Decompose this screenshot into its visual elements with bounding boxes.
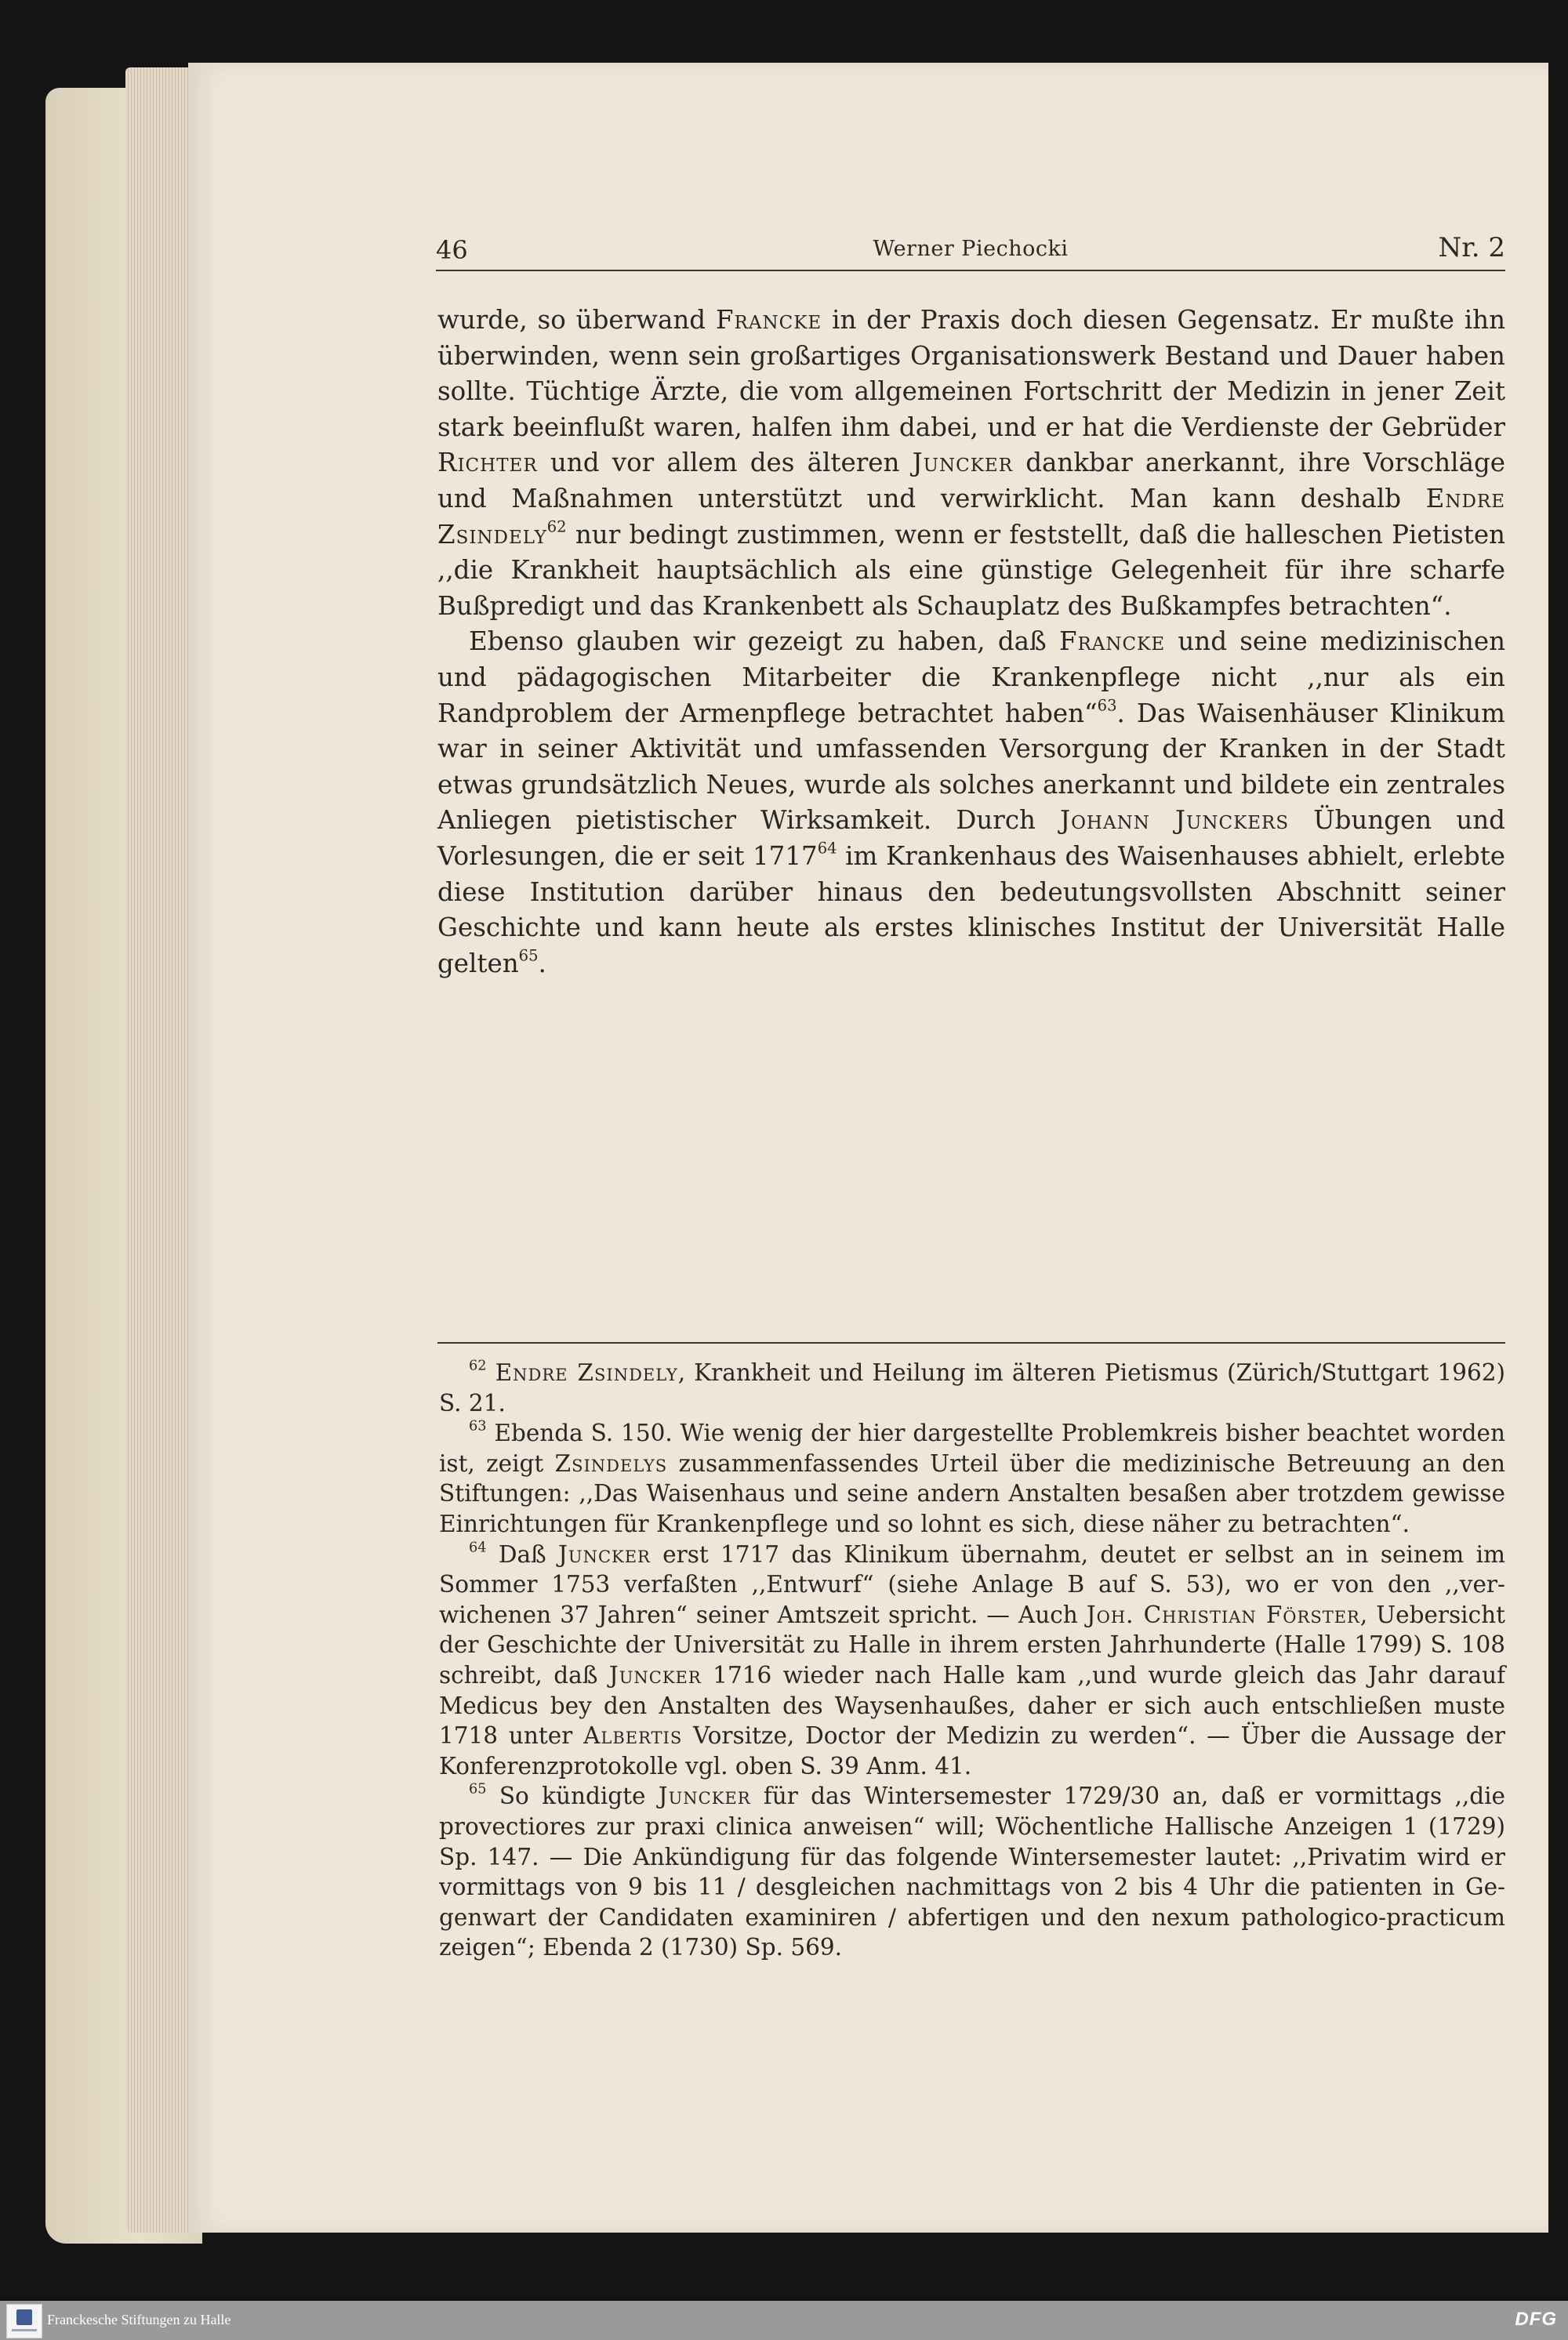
person-name: Juncker: [608, 1661, 702, 1689]
person-name: Zsindelys: [554, 1449, 668, 1477]
person-name: Joh. Christian Förster: [1086, 1601, 1360, 1628]
text-run: wurde, so überwand: [437, 305, 716, 335]
body-paragraph-2: [437, 624, 1505, 981]
text-run: , Uebersicht der Geschichte der Universität zu Halle in ihrem ersten Jahrhunderte (Halle 1799) S. 108 schreibt, daß: [439, 1601, 1505, 1689]
text-run: . Das Waisenhäuser Klinikum war in seiner Aktivität und umfassenden Versorgung der Kranken in der Stadt etwas grundsätzlich Neues, wurde als solches anerkannt und bildete ein zentrales Anliegen pietistischer Wirksamkeit. Durch: [437, 698, 1505, 836]
text-run: Vorsitze, Doctor der Medizin zu werden“. — Über die Aussage der Konferenzprotokolle vgl. oben S. 39 Anm. 41.: [439, 1722, 1506, 1779]
text-run: So kündigte: [499, 1783, 659, 1810]
text-run: Ebenda S. 150. Wie wenig der hier dargestellte Problemkreis bisher beachtet worden ist, zeigt: [439, 1420, 1505, 1477]
text-run: und seine medizinischen und pädagogischen Mitarbeiter die Krankenpflege nicht ,,nur als ein Randproblem der Armenpflege betrachtet haben“: [437, 626, 1506, 728]
footnote-ref-62: 62: [546, 517, 567, 535]
footnote-ref-63: 63: [1097, 695, 1117, 714]
text-run: , Krankheit und Heilung im älteren Pietismus (Zürich/Stuttgart 1962) S. 21.: [439, 1359, 1506, 1417]
text-run: erst 1717 das Klinikum übernahm, deutet er selbst an in seinem im Sommer 1753 verfaßten ,,Entwurf“ (siehe Anlage B auf S. 53), wo er von den ,,verwichenen 37 Jahren“ seiner Amtszeit spricht. — Auch: [439, 1540, 1505, 1628]
text-run: .: [538, 948, 546, 978]
footnote-62: [439, 1358, 1505, 1418]
footnote-63: [439, 1418, 1505, 1539]
institution-link[interactable]: Franckesche Stiftungen zu Halle: [47, 2312, 231, 2327]
text-run: in der Praxis doch diesen Gegensatz. Er mußte ihn überwinden, wenn sein großartiges Organisationswerk Bestand und Dauer haben sollte. Tüchtige Ärzte, die vom allgemeinen Fortschritt der Medizin in jener Zeit stark beeinflußt waren, halfen ihm dabei, und er hat die Verdienste der Gebrüder: [437, 305, 1506, 442]
footnote-ref-64: 64: [817, 839, 837, 858]
footnote-number: 63: [469, 1418, 487, 1435]
main-text: [437, 303, 1505, 981]
footnote-number: 64: [469, 1540, 487, 1556]
logo-line: [12, 2329, 37, 2331]
person-name: Francke: [1058, 626, 1166, 657]
person-name: Endre Zsindely: [437, 483, 1505, 550]
body-paragraph-1: [437, 303, 1505, 624]
person-name: Francke: [716, 305, 822, 335]
book-page-edges: [125, 67, 198, 2233]
text-run: im Krankenhaus des Waisenhauses abhielt, erlebte diese Institution darüber hinaus den bedeutungsvollsten Abschnitt seiner Geschichte und kann heute als erstes klinisches Institut der Universität Halle gelten: [437, 840, 1505, 978]
text-run: zusammenfassendes Urteil über die medizinische Betreuung an den Stiftungen: ,,Das Waisenhaus und seine andern Anstalten besaßen aber trotzdem gewisse Einrichtungen für Krankenpflege und so lohnt es sich, diese näher zu betrachten“.: [439, 1449, 1506, 1537]
running-head-issue: Nr. 2: [1438, 232, 1505, 263]
text-run: Übungen und Vorlesungen, die er seit 1717: [437, 805, 1505, 871]
text-run: 1716 wieder nach Halle kam ,,und wurde gleich das Jahr darauf Medicus bey den Anstalten des Waysenhaußes, daher er sich auch entschließen muste 1718 unter: [439, 1661, 1506, 1750]
footnote-64: [439, 1540, 1505, 1782]
footnotes: [439, 1358, 1505, 1963]
text-run: für das Wintersemester 1729/30 an, daß er vormittags ,,die provectiores zur praxi clinica anweisen“ will; Wöchentliche Hallische Anzeigen 1 (1729) Sp. 147. — Die Ankündigung für das folgende Wintersemester lautet: ,,Privatim wird er vormittags von 9 bis 11 / desgleichen nachmittags von 2 bis 4 Uhr die patienten in Gegenwart der Candidaten examiniren / abfertigen und den nexum pathologico-practicum zeigen“; Ebenda 2 (1730) Sp. 569.: [439, 1783, 1505, 1961]
running-head: [436, 232, 1505, 271]
logo-mark: [16, 2309, 32, 2325]
text-run: Ebenso glauben wir gezeigt zu haben, daß: [469, 626, 1059, 657]
person-name: Richter: [437, 448, 538, 478]
person-name: Endre Zsindely: [495, 1359, 678, 1386]
viewer-footer: [0, 2301, 1568, 2340]
person-name: Juncker: [658, 1783, 751, 1810]
person-name: Albertis: [583, 1722, 683, 1750]
person-name: Juncker: [912, 448, 1014, 478]
footnote-ref-65: 65: [518, 946, 539, 965]
dfg-logo[interactable]: DFG: [1515, 2309, 1557, 2330]
text-run: dankbar anerkannt, ihre Vorschläge und Maßnahmen unterstützt und verwirklicht. Man kann deshalb: [437, 448, 1505, 513]
footnote-65: [439, 1781, 1505, 1963]
text-run: nur bedingt zustimmen, wenn er feststellt, daß die halleschen Pietisten ,,die Krankheit hauptsächlich als eine günstige Gelegenheit für ihre scharfe Bußpredigt und das Krankenbett als Schauplatz des Bußkampfes betrachten“.: [437, 519, 1505, 621]
footnote-number: 65: [469, 1782, 487, 1798]
person-name: Juncker: [558, 1540, 651, 1568]
franckesche-stiftungen-logo-icon[interactable]: [6, 2304, 42, 2338]
text-run: Daß: [498, 1540, 559, 1568]
page-number: 46: [436, 235, 468, 265]
footnote-number: 62: [469, 1358, 487, 1374]
person-name: Johann Junckers: [1060, 805, 1290, 836]
running-head-author: Werner Piechocki: [873, 237, 1069, 261]
text-run: und vor allem des älteren: [537, 448, 913, 478]
footnote-divider: [437, 1342, 1505, 1344]
